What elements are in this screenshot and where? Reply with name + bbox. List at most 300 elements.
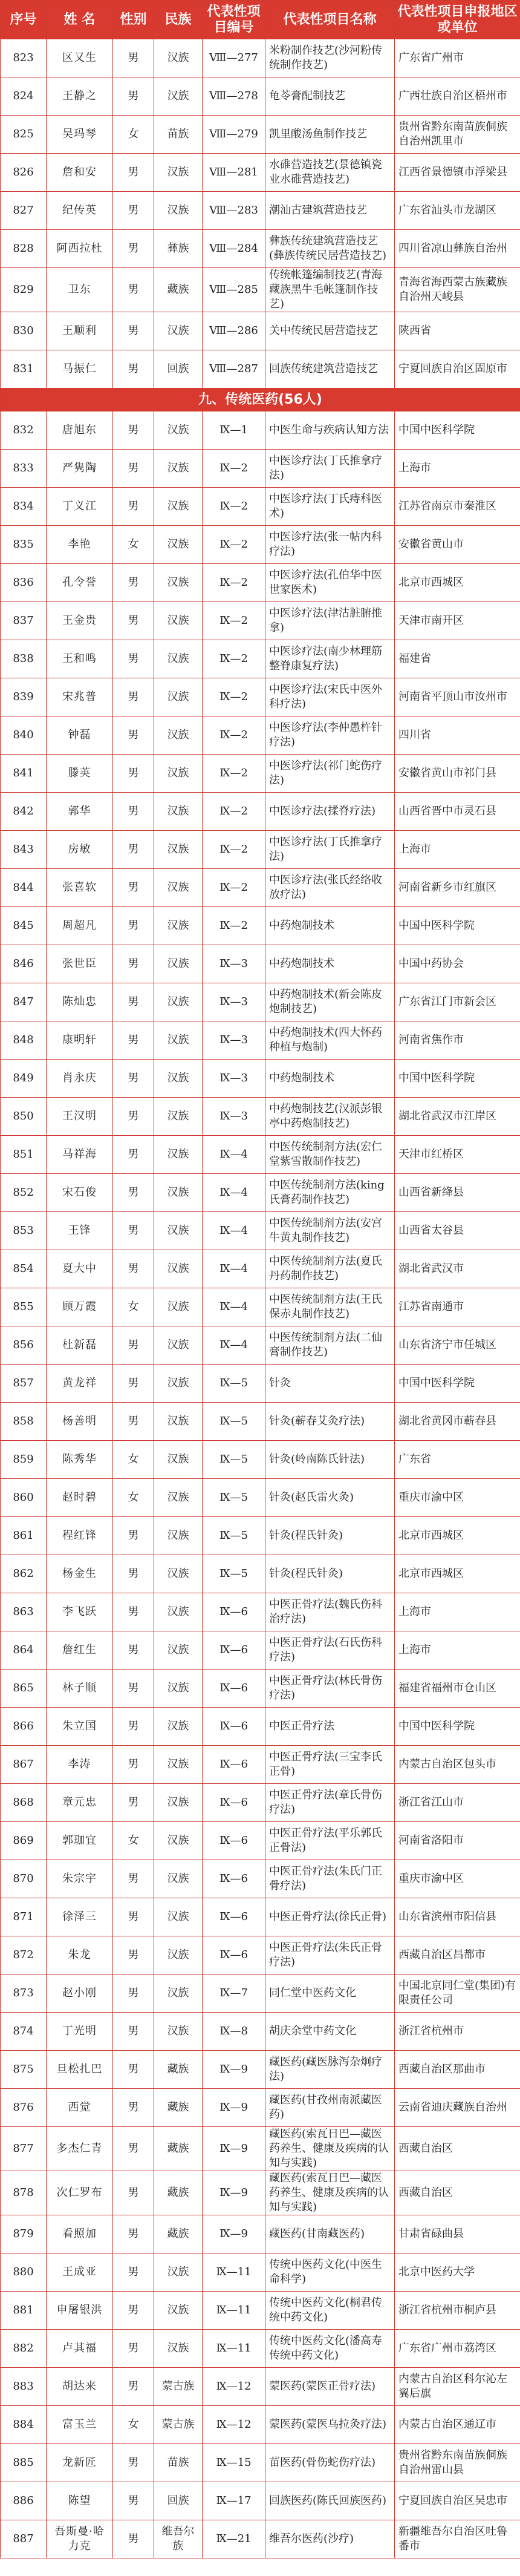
cell-ethnicity: 汉族 — [154, 1441, 203, 1479]
cell-ethnicity: 汉族 — [154, 1479, 203, 1517]
cell-sex: 男 — [113, 564, 154, 602]
cell-ethnicity: 汉族 — [154, 640, 203, 678]
table-row — [1, 2368, 520, 2406]
cell-unit: 山西省晋中市灵石县 — [395, 793, 520, 831]
cell-code: Ⅸ—2 — [203, 526, 265, 564]
cell-code: Ⅷ—286 — [203, 312, 265, 350]
cell-seq: 844 — [1, 869, 47, 907]
header-ethnicity: 民族 — [154, 1, 203, 39]
cell-project: 中医诊疗法(祁门蛇伤疗法) — [265, 755, 395, 793]
cell-project: 中医诊疗法(揉脊疗法) — [265, 793, 395, 831]
table-row — [1, 2292, 520, 2330]
cell-ethnicity: 汉族 — [154, 2330, 203, 2368]
cell-project: 中医正骨疗法(章氏骨伤疗法) — [265, 1784, 395, 1822]
cell-project: 中医正骨疗法(三宝李氏正骨) — [265, 1746, 395, 1784]
cell-project: 中医正骨疗法(朱氏正骨疗法) — [265, 1936, 395, 1975]
cell-unit: 山东省滨州市阳信县 — [395, 1898, 520, 1936]
cell-seq: 830 — [1, 312, 47, 350]
cell-name: 杨金生 — [47, 1555, 113, 1593]
cell-project: 中医诊疗法(丁氏推拿疗法) — [265, 831, 395, 869]
cell-ethnicity: 汉族 — [154, 716, 203, 755]
cell-unit: 中国中医科学院 — [395, 1060, 520, 1098]
cell-code: Ⅸ—2 — [203, 907, 265, 945]
cell-seq: 851 — [1, 1136, 47, 1174]
cell-code: Ⅸ—5 — [203, 1479, 265, 1517]
table-row — [1, 1212, 520, 1250]
cell-ethnicity: 汉族 — [154, 312, 203, 350]
cell-seq: 881 — [1, 2292, 47, 2330]
cell-code: Ⅸ—3 — [203, 1021, 265, 1060]
cell-sex: 男 — [113, 1250, 154, 1288]
table-row — [1, 2520, 520, 2558]
cell-name: 马振仁 — [47, 350, 113, 388]
cell-name: 吴玛琴 — [47, 116, 113, 154]
cell-seq: 887 — [1, 2520, 47, 2558]
cell-sex: 男 — [113, 2215, 154, 2253]
cell-name: 李飞跃 — [47, 1593, 113, 1631]
cell-code: Ⅸ—6 — [203, 1670, 265, 1708]
cell-unit: 江苏省南京市秦淮区 — [395, 488, 520, 526]
cell-name: 申屠银洪 — [47, 2292, 113, 2330]
cell-ethnicity: 汉族 — [154, 1631, 203, 1670]
table-row — [1, 77, 520, 116]
cell-ethnicity: 蒙古族 — [154, 2406, 203, 2444]
cell-name: 詹和安 — [47, 154, 113, 192]
cell-project: 苗医药(骨伤蛇伤疗法) — [265, 2444, 395, 2482]
cell-project: 中医正骨疗法 — [265, 1708, 395, 1746]
cell-code: Ⅸ—2 — [203, 488, 265, 526]
cell-ethnicity: 汉族 — [154, 1212, 203, 1250]
cell-code: Ⅸ—2 — [203, 831, 265, 869]
cell-unit: 安徽省黄山市 — [395, 526, 520, 564]
cell-code: Ⅸ—6 — [203, 1936, 265, 1975]
header-unit: 代表性项目申报地区或单位 — [395, 1, 520, 39]
cell-project: 针灸 — [265, 1365, 395, 1403]
table-row — [1, 2127, 520, 2171]
cell-seq: 874 — [1, 2013, 47, 2051]
cell-project: 潮汕古建筑营造技艺 — [265, 192, 395, 230]
cell-unit: 广东省广州市荔湾区 — [395, 2330, 520, 2368]
cell-code: Ⅷ—281 — [203, 154, 265, 192]
cell-name: 钟磊 — [47, 716, 113, 755]
cell-name: 黄龙祥 — [47, 1365, 113, 1403]
cell-ethnicity: 汉族 — [154, 1060, 203, 1098]
cell-code: Ⅸ—6 — [203, 1860, 265, 1898]
cell-project: 藏医药(藏医脉泻杂炯疗法) — [265, 2051, 395, 2089]
cell-ethnicity: 汉族 — [154, 1898, 203, 1936]
cell-name: 张喜软 — [47, 869, 113, 907]
cell-name: 丁义江 — [47, 488, 113, 526]
cell-unit: 西藏自治区昌都市 — [395, 1936, 520, 1975]
cell-seq: 843 — [1, 831, 47, 869]
table-row — [1, 1098, 520, 1136]
table-row — [1, 2013, 520, 2051]
cell-name: 章元忠 — [47, 1784, 113, 1822]
table-row — [1, 1936, 520, 1975]
table-row — [1, 907, 520, 945]
cell-seq: 832 — [1, 411, 47, 450]
table-row — [1, 869, 520, 907]
cell-sex: 男 — [113, 312, 154, 350]
cell-sex: 女 — [113, 1441, 154, 1479]
cell-unit: 宁夏回族自治区固原市 — [395, 350, 520, 388]
cell-unit: 天津市红桥区 — [395, 1136, 520, 1174]
cell-ethnicity: 汉族 — [154, 1098, 203, 1136]
cell-ethnicity: 苗族 — [154, 2444, 203, 2482]
cell-sex: 男 — [113, 350, 154, 388]
table-row — [1, 1746, 520, 1784]
cell-sex: 男 — [113, 2520, 154, 2558]
table-row — [1, 192, 520, 230]
cell-ethnicity: 藏族 — [154, 2127, 203, 2171]
cell-code: Ⅸ—6 — [203, 1822, 265, 1860]
cell-unit: 湖北省武汉市 — [395, 1250, 520, 1288]
cell-unit: 江苏省南通市 — [395, 1288, 520, 1326]
cell-seq: 854 — [1, 1250, 47, 1288]
cell-project: 中医传统制剂方法(安宫牛黄丸制作技艺) — [265, 1212, 395, 1250]
table-row — [1, 831, 520, 869]
cell-name: 唐旭东 — [47, 411, 113, 450]
cell-seq: 829 — [1, 268, 47, 312]
table-row — [1, 945, 520, 983]
cell-code: Ⅸ—9 — [203, 2215, 265, 2253]
cell-project: 中医正骨疗法(平乐郭氏正骨法) — [265, 1822, 395, 1860]
cell-project: 中药炮制技术(四大怀药种植与炮制) — [265, 1021, 395, 1060]
cell-project: 传统中医药文化(桐君传统中药文化) — [265, 2292, 395, 2330]
table-row — [1, 602, 520, 640]
cell-unit: 重庆市渝中区 — [395, 1860, 520, 1898]
cell-project: 中药炮制技术 — [265, 945, 395, 983]
cell-sex: 男 — [113, 1975, 154, 2013]
cell-seq: 882 — [1, 2330, 47, 2368]
cell-sex: 男 — [113, 2482, 154, 2520]
cell-project: 中医正骨疗法(石氏伤科疗法) — [265, 1631, 395, 1670]
cell-name: 房敏 — [47, 831, 113, 869]
cell-sex: 男 — [113, 2051, 154, 2089]
cell-name: 次仁罗布 — [47, 2171, 113, 2215]
cell-seq: 845 — [1, 907, 47, 945]
cell-unit: 湖北省武汉市江岸区 — [395, 1098, 520, 1136]
cell-project: 回族传统建筑营造技艺 — [265, 350, 395, 388]
cell-project: 中医诊疗法(张一帖内科疗法) — [265, 526, 395, 564]
cell-project: 胡庆余堂中药文化 — [265, 2013, 395, 2051]
cell-sex: 男 — [113, 192, 154, 230]
cell-unit: 上海市 — [395, 1631, 520, 1670]
cell-code: Ⅸ—12 — [203, 2406, 265, 2444]
cell-code: Ⅸ—6 — [203, 1898, 265, 1936]
cell-project: 藏医药(甘南藏医药) — [265, 2215, 395, 2253]
cell-ethnicity: 汉族 — [154, 907, 203, 945]
table-row — [1, 1250, 520, 1288]
cell-unit: 山东省济宁市任城区 — [395, 1326, 520, 1365]
cell-project: 中医诊疗法(津沽脏腑推拿) — [265, 602, 395, 640]
cell-code: Ⅸ—3 — [203, 1060, 265, 1098]
cell-sex: 男 — [113, 2292, 154, 2330]
cell-sex: 男 — [113, 831, 154, 869]
cell-sex: 男 — [113, 1060, 154, 1098]
cell-ethnicity: 汉族 — [154, 1670, 203, 1708]
header-code: 代表性项目编号 — [203, 1, 265, 39]
cell-sex: 男 — [113, 268, 154, 312]
cell-name: 卢其福 — [47, 2330, 113, 2368]
cell-code: Ⅸ—17 — [203, 2482, 265, 2520]
cell-project: 藏医药(索瓦日巴—藏医药养生、健康及疾病的认知与实践) — [265, 2171, 395, 2215]
cell-project: 传统帐篷编制技艺(青海藏族黑牛毛帐篷制作技艺) — [265, 268, 395, 312]
cell-seq: 886 — [1, 2482, 47, 2520]
cell-seq: 884 — [1, 2406, 47, 2444]
cell-name: 王成亚 — [47, 2253, 113, 2292]
cell-unit: 中国中医科学院 — [395, 1708, 520, 1746]
cell-sex: 男 — [113, 1365, 154, 1403]
cell-code: Ⅷ—277 — [203, 39, 265, 77]
cell-seq: 847 — [1, 983, 47, 1021]
cell-ethnicity: 汉族 — [154, 1708, 203, 1746]
cell-code: Ⅷ—287 — [203, 350, 265, 388]
cell-ethnicity: 汉族 — [154, 831, 203, 869]
cell-unit: 云南省迪庆藏族自治州 — [395, 2089, 520, 2127]
cell-seq: 842 — [1, 793, 47, 831]
cell-code: Ⅷ—285 — [203, 268, 265, 312]
table-row — [1, 564, 520, 602]
cell-ethnicity: 汉族 — [154, 945, 203, 983]
cell-code: Ⅸ—5 — [203, 1403, 265, 1441]
cell-unit: 广西壮族自治区梧州市 — [395, 77, 520, 116]
cell-sex: 男 — [113, 1326, 154, 1365]
cell-name: 杜新磊 — [47, 1326, 113, 1365]
cell-code: Ⅸ—2 — [203, 716, 265, 755]
cell-project: 中药炮制技艺(汉派彭银亭中药炮制技艺) — [265, 1098, 395, 1136]
cell-project: 针灸(赵氏雷火灸) — [265, 1479, 395, 1517]
cell-project: 中医诊疗法(南少林理筋整脊康复疗法) — [265, 640, 395, 678]
cell-name: 陈望 — [47, 2482, 113, 2520]
cell-code: Ⅸ—6 — [203, 1746, 265, 1784]
cell-ethnicity: 苗族 — [154, 116, 203, 154]
cell-sex: 男 — [113, 1898, 154, 1936]
cell-unit: 甘肃省碌曲县 — [395, 2215, 520, 2253]
cell-code: Ⅸ—11 — [203, 2292, 265, 2330]
cell-ethnicity: 汉族 — [154, 678, 203, 716]
cell-project: 中医诊疗法(孔伯华中医世家医术) — [265, 564, 395, 602]
cell-name: 赵小刚 — [47, 1975, 113, 2013]
cell-seq: 827 — [1, 192, 47, 230]
cell-sex: 男 — [113, 2013, 154, 2051]
cell-seq: 850 — [1, 1098, 47, 1136]
cell-ethnicity: 汉族 — [154, 793, 203, 831]
table-row — [1, 411, 520, 450]
cell-seq: 835 — [1, 526, 47, 564]
cell-seq: 873 — [1, 1975, 47, 2013]
cell-seq: 875 — [1, 2051, 47, 2089]
cell-seq: 852 — [1, 1174, 47, 1212]
cell-sex: 男 — [113, 1670, 154, 1708]
cell-project: 水碓营造技艺(景德镇瓷业水碓营造技艺) — [265, 154, 395, 192]
cell-unit: 天津市南开区 — [395, 602, 520, 640]
cell-sex: 男 — [113, 1593, 154, 1631]
cell-code: Ⅷ—279 — [203, 116, 265, 154]
cell-unit: 内蒙古自治区科尔沁左翼后旗 — [395, 2368, 520, 2406]
cell-sex: 男 — [113, 2171, 154, 2215]
cell-seq: 834 — [1, 488, 47, 526]
cell-seq: 885 — [1, 2444, 47, 2482]
cell-code: Ⅸ—9 — [203, 2051, 265, 2089]
cell-name: 赵时碧 — [47, 1479, 113, 1517]
cell-ethnicity: 汉族 — [154, 1136, 203, 1174]
cell-ethnicity: 汉族 — [154, 1250, 203, 1288]
cell-unit: 浙江省江山市 — [395, 1784, 520, 1822]
cell-sex: 女 — [113, 1822, 154, 1860]
cell-ethnicity: 汉族 — [154, 1746, 203, 1784]
cell-name: 王和鸣 — [47, 640, 113, 678]
table-row — [1, 716, 520, 755]
table-row — [1, 1670, 520, 1708]
cell-code: Ⅸ—6 — [203, 1631, 265, 1670]
cell-unit: 北京市西城区 — [395, 564, 520, 602]
cell-ethnicity: 汉族 — [154, 1021, 203, 1060]
cell-unit: 中国北京同仁堂(集团)有限责任公司 — [395, 1975, 520, 2013]
cell-project: 中医诊疗法(丁氏推拿疗法) — [265, 450, 395, 488]
table-row — [1, 2171, 520, 2215]
cell-seq: 831 — [1, 350, 47, 388]
cell-sex: 男 — [113, 1021, 154, 1060]
cell-seq: 879 — [1, 2215, 47, 2253]
cell-unit: 内蒙古自治区包头市 — [395, 1746, 520, 1784]
cell-seq: 862 — [1, 1555, 47, 1593]
cell-project: 藏医药(索瓦日巴—藏医药养生、健康及疾病的认知与实践) — [265, 2127, 395, 2171]
cell-name: 宋兆普 — [47, 678, 113, 716]
cell-seq: 877 — [1, 2127, 47, 2171]
cell-project: 凯里酸汤鱼制作技艺 — [265, 116, 395, 154]
table-row — [1, 526, 520, 564]
table-row — [1, 2482, 520, 2520]
cell-seq: 826 — [1, 154, 47, 192]
cell-unit: 四川省 — [395, 716, 520, 755]
cell-ethnicity: 汉族 — [154, 1288, 203, 1326]
cell-unit: 山西省太谷县 — [395, 1212, 520, 1250]
cell-ethnicity: 汉族 — [154, 564, 203, 602]
header-name: 姓 名 — [47, 1, 113, 39]
cell-code: Ⅸ—21 — [203, 2520, 265, 2558]
cell-name: 孔令誉 — [47, 564, 113, 602]
cell-seq: 833 — [1, 450, 47, 488]
cell-ethnicity: 藏族 — [154, 268, 203, 312]
cell-sex: 男 — [113, 793, 154, 831]
cell-name: 周超凡 — [47, 907, 113, 945]
cell-code: Ⅸ—2 — [203, 602, 265, 640]
cell-seq: 839 — [1, 678, 47, 716]
cell-ethnicity: 汉族 — [154, 2253, 203, 2292]
cell-sex: 女 — [113, 1288, 154, 1326]
cell-code: Ⅸ—4 — [203, 1250, 265, 1288]
cell-unit: 湖北省黄冈市蕲春县 — [395, 1403, 520, 1441]
cell-unit: 河南省洛阳市 — [395, 1822, 520, 1860]
cell-name: 纪传英 — [47, 192, 113, 230]
cell-unit: 上海市 — [395, 1593, 520, 1631]
cell-ethnicity: 维吾尔族 — [154, 2520, 203, 2558]
cell-sex: 男 — [113, 230, 154, 268]
cell-seq: 840 — [1, 716, 47, 755]
cell-code: Ⅸ—4 — [203, 1212, 265, 1250]
cell-name: 看照加 — [47, 2215, 113, 2253]
cell-ethnicity: 汉族 — [154, 488, 203, 526]
cell-name: 肖永庆 — [47, 1060, 113, 1098]
cell-ethnicity: 汉族 — [154, 1403, 203, 1441]
cell-seq: 878 — [1, 2171, 47, 2215]
cell-seq: 824 — [1, 77, 47, 116]
cell-seq: 838 — [1, 640, 47, 678]
cell-name: 郭珈宜 — [47, 1822, 113, 1860]
cell-name: 杨善明 — [47, 1403, 113, 1441]
cell-name: 徐泽三 — [47, 1898, 113, 1936]
cell-sex: 男 — [113, 1708, 154, 1746]
cell-project: 维吾尔医药(沙疗) — [265, 2520, 395, 2558]
table-row — [1, 1631, 520, 1670]
cell-sex: 男 — [113, 2127, 154, 2171]
cell-name: 阿西拉杜 — [47, 230, 113, 268]
cell-code: Ⅸ—2 — [203, 564, 265, 602]
cell-code: Ⅸ—11 — [203, 2330, 265, 2368]
cell-unit: 上海市 — [395, 450, 520, 488]
cell-unit: 上海市 — [395, 831, 520, 869]
cell-seq: 856 — [1, 1326, 47, 1365]
cell-project: 针灸(程氏针灸) — [265, 1517, 395, 1555]
cell-seq: 861 — [1, 1517, 47, 1555]
table-row — [1, 1708, 520, 1746]
cell-seq: 866 — [1, 1708, 47, 1746]
cell-name: 陈灿忠 — [47, 983, 113, 1021]
table-row — [1, 2089, 520, 2127]
cell-seq: 871 — [1, 1898, 47, 1936]
table-body — [1, 39, 520, 2558]
cell-ethnicity: 汉族 — [154, 1517, 203, 1555]
cell-code: Ⅸ—2 — [203, 450, 265, 488]
cell-seq: 864 — [1, 1631, 47, 1670]
cell-seq: 855 — [1, 1288, 47, 1326]
cell-name: 龙新匠 — [47, 2444, 113, 2482]
cell-name: 王汉明 — [47, 1098, 113, 1136]
cell-project: 彝族传统建筑营造技艺(彝族传统民居营造技艺) — [265, 230, 395, 268]
table-row — [1, 983, 520, 1021]
cell-seq: 849 — [1, 1060, 47, 1098]
cell-name: 王锋 — [47, 1212, 113, 1250]
cell-sex: 女 — [113, 116, 154, 154]
cell-seq: 858 — [1, 1403, 47, 1441]
table-row — [1, 116, 520, 154]
cell-sex: 男 — [113, 1403, 154, 1441]
table-row — [1, 1060, 520, 1098]
cell-ethnicity: 汉族 — [154, 1174, 203, 1212]
table-row — [1, 1479, 520, 1517]
cell-ethnicity: 汉族 — [154, 39, 203, 77]
cell-sex: 男 — [113, 716, 154, 755]
cell-code: Ⅷ—283 — [203, 192, 265, 230]
cell-ethnicity: 汉族 — [154, 1365, 203, 1403]
table-row — [1, 678, 520, 716]
table-row — [1, 2406, 520, 2444]
table-row — [1, 1975, 520, 2013]
cell-unit: 广东省汕头市龙湖区 — [395, 192, 520, 230]
cell-unit: 中国中医科学院 — [395, 907, 520, 945]
cell-unit: 青海省海西蒙古族藏族自治州天峻县 — [395, 268, 520, 312]
table-row — [1, 2444, 520, 2482]
cell-code: Ⅸ—6 — [203, 1593, 265, 1631]
cell-name: 丁光明 — [47, 2013, 113, 2051]
cell-ethnicity: 汉族 — [154, 755, 203, 793]
cell-sex: 男 — [113, 1555, 154, 1593]
cell-sex: 男 — [113, 77, 154, 116]
cell-project: 蒙医药(蒙医正骨疗法) — [265, 2368, 395, 2406]
cell-code: Ⅸ—4 — [203, 1288, 265, 1326]
cell-name: 严隽陶 — [47, 450, 113, 488]
